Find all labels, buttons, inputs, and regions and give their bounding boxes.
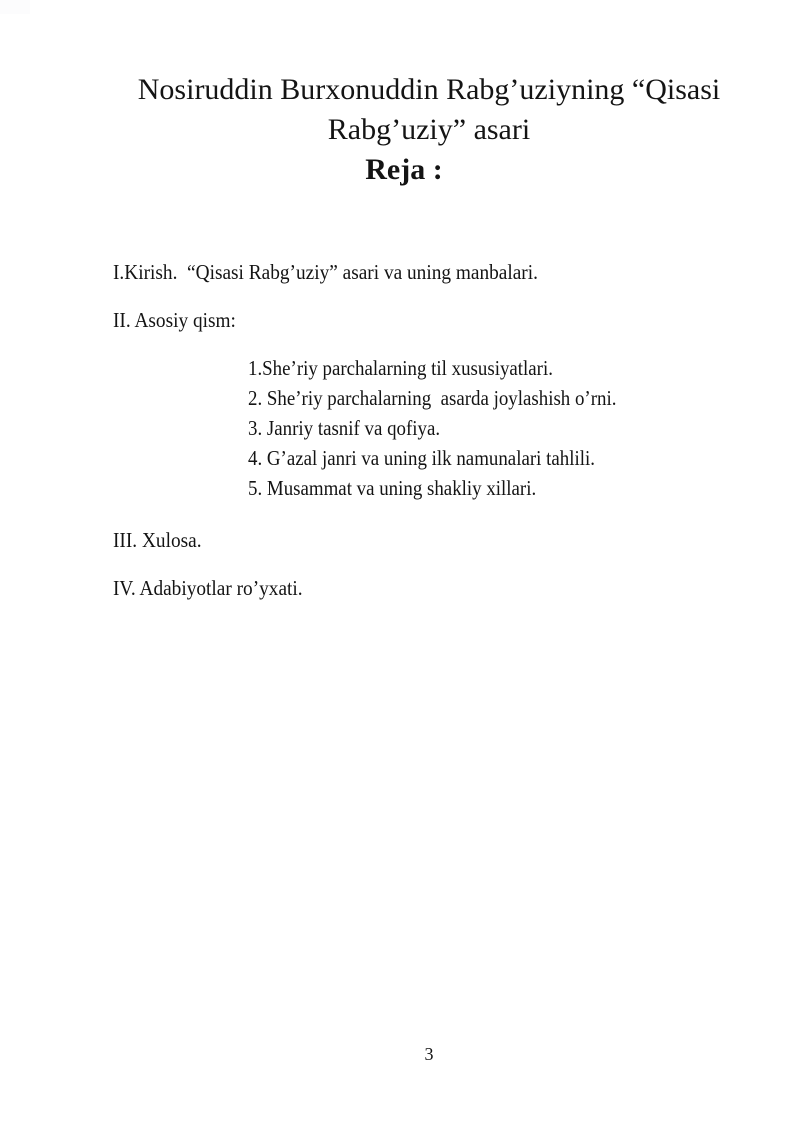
title-line-2: Rabg’uziy” asari bbox=[327, 113, 531, 146]
subsection-item-5: 5. Musammat va uning shakliy xillari. bbox=[248, 476, 537, 500]
subsection-item-4: 4. G’azal janri va uning ilk namunalari tahlili. bbox=[248, 446, 595, 470]
section-kirish: I.Kirish. “Qisasi Rabg’uziy” asari va uning manbalari. bbox=[113, 260, 538, 284]
section-asosiy-qism: II. Asosiy qism: bbox=[113, 308, 236, 332]
title-line-1: Nosiruddin Burxonuddin Rabg’uziyning “Qisasi bbox=[137, 73, 721, 106]
subsection-item-1: 1.She’riy parchalarning til xususiyatlari. bbox=[248, 356, 553, 380]
subsection-item-2: 2. She’riy parchalarning asarda joylashish o’rni. bbox=[248, 386, 617, 410]
subsection-item-3: 3. Janriy tasnif va qofiya. bbox=[248, 416, 441, 440]
section-adabiyotlar: IV. Adabiyotlar ro’yxati. bbox=[113, 576, 303, 600]
plan-heading: Reja : bbox=[365, 153, 443, 186]
page-number: 3 bbox=[424, 1044, 434, 1064]
subsection-list bbox=[248, 353, 745, 503]
document-title bbox=[113, 70, 745, 190]
page-content bbox=[113, 0, 745, 621]
section-xulosa: III. Xulosa. bbox=[113, 528, 202, 552]
scan-artifact bbox=[0, 0, 30, 14]
outline bbox=[113, 257, 745, 603]
